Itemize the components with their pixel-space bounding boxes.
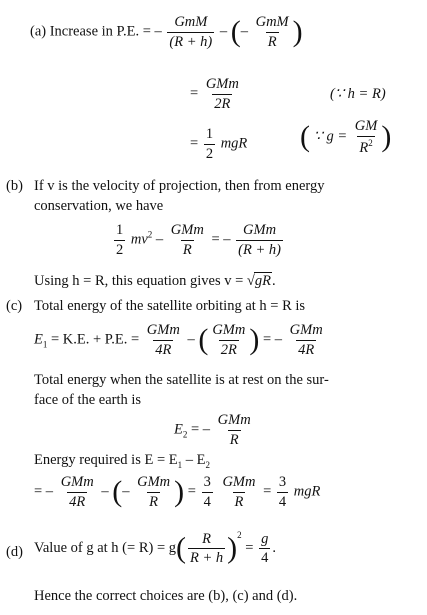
part-d-label: (d) bbox=[6, 544, 23, 560]
fraction: $\frac{\text{GmM}}{(R + h)}$ bbox=[169, 14, 213, 50]
part-d-equation: Value of g at h (= R) = g( $\frac{R}{R + h}$ )$^2$ = $\frac{g}{4}$ . bbox=[34, 530, 276, 567]
fraction: $\frac{GM}{R^2}$ bbox=[354, 118, 378, 156]
fraction: $\frac{g}{4}$ bbox=[261, 530, 269, 567]
part-a-reason-1: (∵ h = R) bbox=[330, 86, 386, 102]
part-c-text-2: Total energy when the satellite is at rest on the sur- bbox=[34, 372, 329, 388]
part-c-text-3: face of the earth is bbox=[34, 392, 142, 408]
fraction: $\frac{R}{R + h}$ bbox=[190, 530, 224, 567]
part-c-e2-equation: $E_2$ = – $\frac{\text{GMm}}{R}$ bbox=[174, 412, 251, 448]
part-b-equation: $\frac{1}{2}$ $mv^2$ – $\frac{\text{GMm}}{R}$ = – $\frac{\text{GMm}}{(R + h)}$ bbox=[116, 222, 281, 258]
part-b-text-1: If v is the velocity of projection, then from energy bbox=[34, 178, 325, 194]
part-a-lhs: Increase in P.E. = bbox=[49, 23, 151, 40]
part-a-label: (a) bbox=[30, 23, 47, 40]
part-a-line-2: = $\frac{\text{GMm}}{2R}$ bbox=[190, 76, 239, 112]
fraction: $\frac{3}{4}$ bbox=[278, 474, 287, 510]
fraction: $\frac{\text{GMm}}{2R}$ bbox=[205, 76, 239, 112]
fraction: $\frac{\text{GMm}}{(R + h)}$ bbox=[238, 222, 281, 258]
fraction: $\frac{\text{GmM}}{R}$ bbox=[255, 14, 289, 50]
fraction: $\frac{\text{GMm}}{4R}$ bbox=[146, 322, 180, 358]
fraction: $\frac{\text{GMm}}{R}$ bbox=[170, 222, 204, 258]
fraction: $\frac{\text{GMm}}{2R}$ bbox=[212, 322, 246, 358]
fraction: $\frac{\text{GMm}}{R}$ bbox=[222, 474, 256, 510]
part-a-line-3: = $\frac{1}{2}$ mgR bbox=[190, 126, 248, 162]
fraction: $\frac{\text{GMm}}{4R}$ bbox=[60, 474, 94, 510]
fraction: $\frac{1}{2}$ bbox=[205, 126, 214, 162]
part-b-label: (b) bbox=[6, 178, 23, 194]
part-a-line-1: (a) Increase in P.E. = – $\frac{\text{GmM}}{(R + h)}$ – (– $\frac{\text{GmM}}{R}$ ) bbox=[30, 14, 303, 50]
fraction: $\frac{1}{2}$ bbox=[116, 222, 124, 258]
fraction: $\frac{3}{4}$ bbox=[203, 474, 211, 510]
part-c-e1-equation: $E_1 = K.E$. + P.E. = $\frac{\text{GMm}}{4R}$ – ( $\frac{\text{GMm}}{2R}$ ) = – $\frac{\text{GMm}}{4R}$ bbox=[34, 322, 323, 358]
part-b-using: Using h = R, this equation gives v = √gR. bbox=[34, 273, 276, 289]
fraction: $\frac{\text{GMm}}{R}$ bbox=[137, 474, 171, 510]
part-c-final-equation: = – $\frac{\text{GMm}}{4R}$ – (– $\frac{\text{GMm}}{R}$ ) = $\frac{3}{4}$ $\frac{\text{GMm}}{R}$ = $\frac{3}{4}$ mgR bbox=[34, 474, 321, 510]
fraction: $\frac{\text{GMm}}{R}$ bbox=[217, 412, 251, 448]
part-c-label: (c) bbox=[6, 298, 23, 314]
part-d-conclusion: Hence the correct choices are (b), (c) and (d). bbox=[34, 588, 298, 604]
part-a-reason-2: ( ∵ g = $\frac{GM}{R^2}$ ) bbox=[300, 118, 392, 156]
fraction: $\frac{\text{GMm}}{4R}$ bbox=[289, 322, 323, 358]
part-c-text-1: Total energy of the satellite orbiting at h = R is bbox=[34, 298, 306, 314]
part-b-text-2: conservation, we have bbox=[34, 198, 164, 214]
part-c-energy-required: Energy required is $E = E_1 - E_2$ bbox=[34, 452, 210, 470]
